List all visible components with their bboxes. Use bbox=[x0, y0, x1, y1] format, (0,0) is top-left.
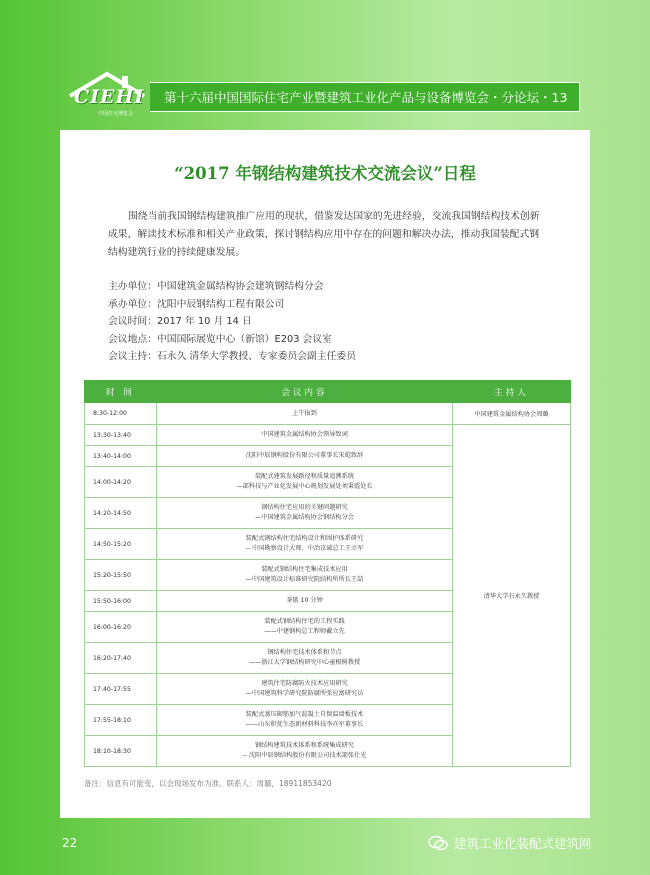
info-date: 会议时间：2017 年 10 月 14 日 bbox=[108, 316, 252, 327]
table-row: 14:20-14:50 钢结构住宅应用的关键问题研究 —中国建筑金属结构协会钢结构分会 bbox=[85, 498, 571, 529]
ciehi-logo bbox=[58, 70, 158, 126]
table-row: 18:10-18:30 钢结构建筑技术体系和系统集成研究 -- 沈阳中辰钢结构股份有限公司技术部张仕光 bbox=[85, 736, 571, 767]
table-row: 15:50-16:00 茶歇 10 分钟 bbox=[85, 591, 571, 612]
table-row: 13:40-14:00 沈阳中辰钢构股份有限公司董事长宋彪致辞 bbox=[85, 446, 571, 467]
header-banner bbox=[150, 82, 580, 112]
logo-subtitle: 中国住宅博览会 bbox=[98, 111, 134, 117]
table-row: 14:50-15:20 装配式钢结构住宅结构设计和围护体系研究 -- 中国勘察设计大师、中冶京诚总工王立军 bbox=[85, 529, 571, 560]
info-venue: 会议地点：中国国际展览中心（新馆）E203 会议室 bbox=[108, 333, 332, 345]
table-row: 16:00-16:20 装配式钢结构住宅的工程实践 ——中建钢构总工程师戴立先 bbox=[85, 612, 571, 643]
table-row: 15:20-15:50 装配式钢结构住宅集成技术应用 —中国建筑设计标准研究院结构所所长王喆 bbox=[85, 560, 571, 591]
logo-text: CIEHI bbox=[74, 86, 145, 108]
document-page bbox=[60, 130, 590, 818]
info-co-organizer: 承办单位：沈阳中辰钢结构工程有限公司 bbox=[108, 298, 285, 310]
intro-paragraph: 围绕当前我国钢结构建筑推广应用的现状，借鉴发达国家的先进经验，交流我国钢结构技术创新成果，解读技术标准和相关产业政策，探讨钢结构应用中存在的问题和解决办法，推动我国装配式钢结构建筑行业的持续健康发展。 bbox=[108, 211, 540, 258]
meeting-info bbox=[108, 278, 548, 366]
schedule-table bbox=[84, 380, 571, 767]
page-number: 22 bbox=[62, 836, 78, 850]
table-header-row bbox=[85, 381, 571, 403]
banner-text: 第十六届中国国际住宅产业暨建筑工业化产品与设备博览会・分论坛・13 bbox=[164, 90, 568, 105]
wechat-watermark bbox=[428, 834, 592, 852]
table-row: 13:30-13:40 中国建筑金属结构协会领导致词 清华大学石永久教授 bbox=[85, 425, 571, 446]
host-cell-main: 清华大学石永久教授 bbox=[453, 425, 571, 767]
document-title: “2017 年钢结构建筑技术交流会议”日程 bbox=[174, 164, 476, 183]
header-time: 时 间 bbox=[85, 381, 157, 403]
table-row: 14:00-14:20 装配式建筑发展路径和质量追溯系统 —部科技与产业化发展中心规划发展处刘秉霞处长 bbox=[85, 467, 571, 498]
wechat-icon bbox=[428, 835, 448, 851]
table-row: 16:20-17:40 钢结构住宅技术体系和节点 ——浙江大学钢结构研究中心童根树教授 bbox=[85, 643, 571, 674]
info-host: 会议主持：石永久 清华大学教授、专家委员会副主任委员 bbox=[108, 351, 357, 362]
table-row: 17:40-17:55 建筑住宅防腐防火技术应用研究 —中国建筑科学研究院防腐所张应富研究员 bbox=[85, 674, 571, 705]
info-organizer: 主办单位：中国建筑金属结构协会建筑钢结构分会 bbox=[108, 281, 324, 292]
table-row: 8:30-12:00 上午报到 中国建筑金属结构协会周璐 bbox=[85, 403, 571, 425]
host-cell-first: 中国建筑金属结构协会周璐 bbox=[453, 403, 571, 425]
table-row: 17:55-18:10 装配式蒸压砌筋加气混凝土自保温墙板技术 ——山东积优生态新材料科技李亦军董事长 bbox=[85, 705, 571, 736]
watermark-text: 建筑工业化装配式建筑网 bbox=[454, 836, 592, 851]
header-content: 会议内容 bbox=[157, 381, 453, 403]
footnote: 备注：信息有可能变，以会现场发布为准。联系人：周璐，18911853420 bbox=[84, 779, 332, 788]
header-host: 主持人 bbox=[453, 381, 571, 403]
